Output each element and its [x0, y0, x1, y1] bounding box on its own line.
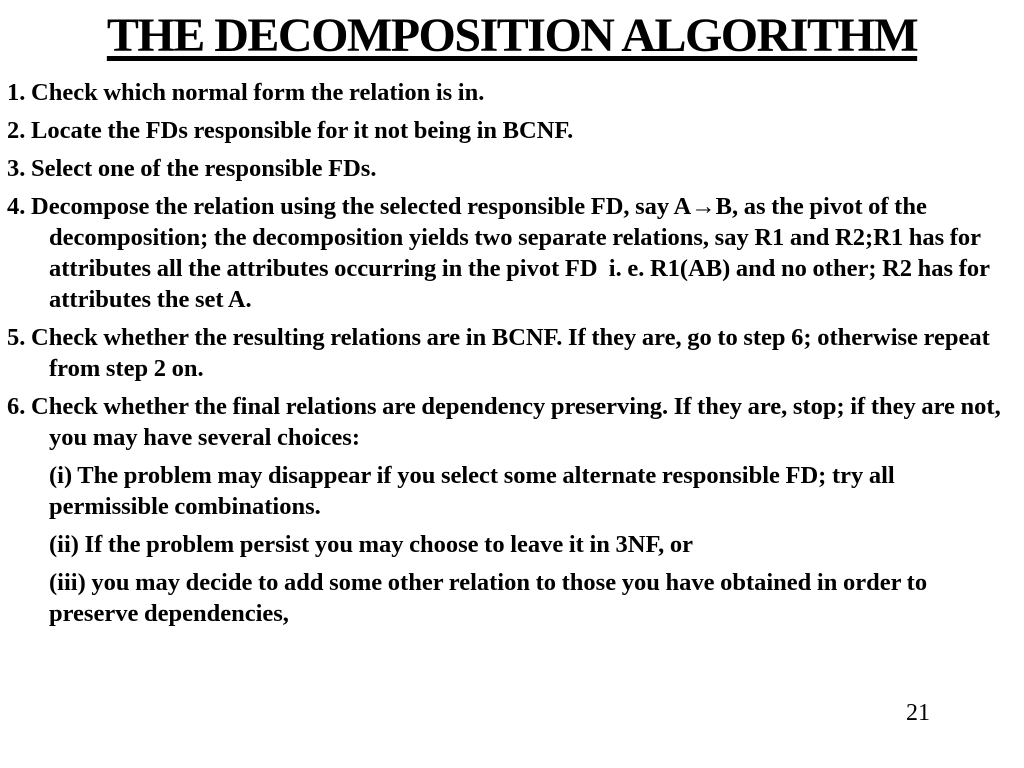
choice-i-alternate-fd: (i) The problem may disappear if you select some alternate responsible FD; try all permissible combinations.: [49, 461, 901, 520]
slide-title: THE DECOMPOSITION ALGORITHM: [106, 9, 918, 62]
choice-ii-leave-3nf: (ii) If the problem persist you may choose to leave it in 3NF, or: [49, 530, 694, 558]
step-1-check-normal-form: 1. Check which normal form the relation is in.: [7, 78, 485, 106]
step-4-decompose-relation: 4. Decompose the relation using the selected responsible FD, say A→B, as the pivot of the decomposition; the decomposition yields two separate relations, say R1 and R2;R1 has for attributes all the attributes occurring in the pivot FD i. e. R1(AB) and no other; R2 has for attributes the set A.: [7, 192, 996, 313]
slide-body: [0, 77, 1024, 629]
step-3-select-fd: 3. Select one of the responsible FDs.: [7, 154, 377, 182]
choice-iii-add-relation: (iii) you may decide to add some other relation to those you have obtained in order to preserve dependencies,: [49, 568, 933, 627]
step-5-check-bcnf: 5. Check whether the resulting relations are in BCNF. If they are, go to step 6; otherwise repeat from step 2 on.: [7, 323, 996, 382]
page-number: 21: [906, 700, 930, 726]
step-6-check-dependency-preserving: 6. Check whether the final relations are dependency preserving. If they are, stop; if they are not, you may have several choices:: [7, 392, 1007, 451]
step-2-locate-fds: 2. Locate the FDs responsible for it not being in BCNF.: [7, 116, 574, 144]
